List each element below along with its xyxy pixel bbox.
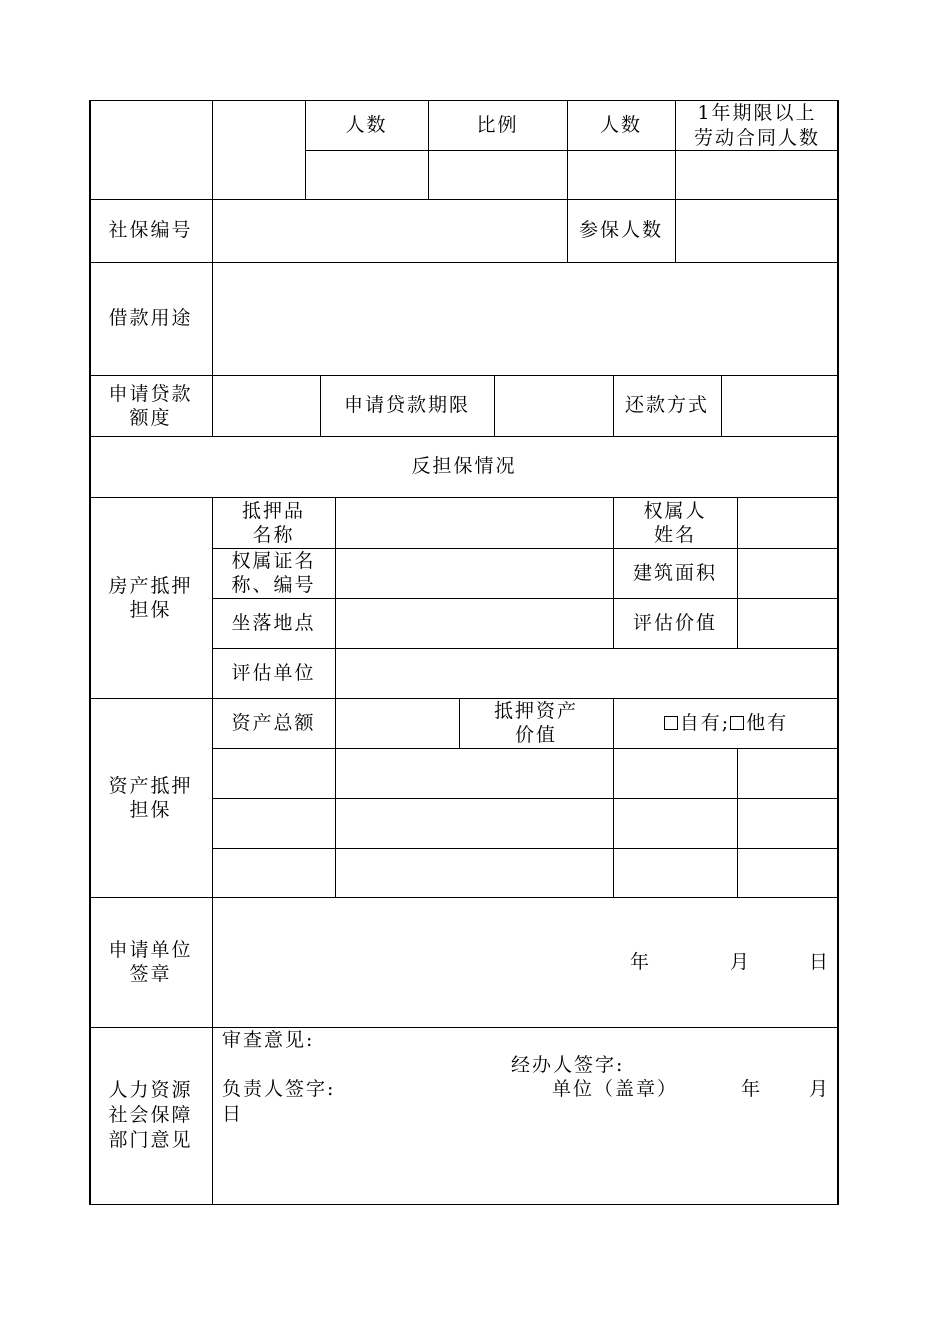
own-checkbox[interactable] xyxy=(664,716,678,730)
loan-term-input[interactable] xyxy=(495,376,612,435)
total-assets-label: 资产总额 xyxy=(231,711,316,734)
seal-day-label: 日 xyxy=(809,951,831,973)
owner-name-label: 权属人 姓名 xyxy=(643,499,707,546)
appraiser-label: 评估单位 xyxy=(231,661,316,684)
location-label: 坐落地点 xyxy=(231,611,316,634)
asset-row-cell[interactable] xyxy=(336,799,612,847)
opinion-day-label: 日 xyxy=(222,1103,244,1125)
loan-term-label: 申请贷款期限 xyxy=(343,394,470,416)
certificate-input[interactable] xyxy=(336,549,612,597)
loan-amount-label: 申请贷款 额度 xyxy=(108,382,193,429)
appraised-value-label: 评估价值 xyxy=(632,611,717,634)
table-border-right xyxy=(837,100,839,1205)
floor-area-label: 建筑面积 xyxy=(632,561,717,584)
asset-row-cell[interactable] xyxy=(614,849,736,896)
other-checkbox[interactable] xyxy=(730,716,744,730)
insured-count-input[interactable] xyxy=(676,200,836,261)
asset-row-cell[interactable] xyxy=(336,849,612,896)
loan-amount-input[interactable] xyxy=(213,376,319,435)
appraiser-input[interactable] xyxy=(336,649,836,697)
asset-row-cell[interactable] xyxy=(213,849,334,896)
asset-row-cell[interactable] xyxy=(738,799,836,847)
loan-application-form xyxy=(89,100,839,1205)
counter-guarantee-title: 反担保情况 xyxy=(411,455,517,477)
social-security-number-label: 社保编号 xyxy=(108,219,193,241)
ratio-input[interactable] xyxy=(429,151,566,198)
review-opinion-label: 审查意见: xyxy=(222,1029,315,1051)
long-contract-header: 1年期限以上 劳动合同人数 xyxy=(693,101,820,149)
seal-month-label: 月 xyxy=(730,951,752,973)
certificate-label: 权属证名 称、编号 xyxy=(231,550,316,596)
ratio-header: 比例 xyxy=(476,113,519,136)
social-security-number-input[interactable] xyxy=(213,200,566,261)
long-contract-count-input[interactable] xyxy=(676,151,836,198)
head-sign-label: 负责人签字: xyxy=(222,1078,336,1100)
table-rule xyxy=(89,1204,839,1205)
appraised-value-input[interactable] xyxy=(738,599,836,647)
asset-row-cell[interactable] xyxy=(738,749,836,797)
mortgage-asset-value-label: 抵押资产 价值 xyxy=(493,700,578,746)
hrss-opinion-label: 人力资源 社会保障 部门意见 xyxy=(108,1079,193,1151)
ownership-options xyxy=(613,698,839,748)
handler-sign-label: 经办人签字: xyxy=(511,1054,625,1076)
applicant-seal-label: 申请单位 签章 xyxy=(108,939,193,985)
unit-seal-label: 单位（盖章） xyxy=(552,1078,679,1100)
loan-purpose-input[interactable] xyxy=(213,263,836,374)
opinion-year-label: 年 xyxy=(741,1078,763,1100)
collateral-name-label: 抵押品 名称 xyxy=(241,499,305,546)
opinion-month-label: 月 xyxy=(809,1078,831,1100)
other-option-label: 他有 xyxy=(746,711,789,734)
asset-row-cell[interactable] xyxy=(336,749,612,797)
asset-row-cell[interactable] xyxy=(213,799,334,847)
property-mortgage-label: 房产抵押 担保 xyxy=(108,574,193,621)
location-input[interactable] xyxy=(336,599,612,647)
own-option-label: 自有; xyxy=(679,711,731,734)
seal-year-label: 年 xyxy=(630,951,652,973)
count-input[interactable] xyxy=(306,151,427,198)
asset-row-cell[interactable] xyxy=(213,749,334,797)
repayment-method-label: 还款方式 xyxy=(624,394,709,416)
asset-mortgage-label: 资产抵押 担保 xyxy=(108,774,193,821)
count-header: 人数 xyxy=(599,113,642,136)
total-assets-input[interactable] xyxy=(336,699,458,747)
collateral-name-input[interactable] xyxy=(336,498,612,547)
count-header: 人数 xyxy=(345,113,388,136)
insured-count-label: 参保人数 xyxy=(578,219,663,241)
floor-area-input[interactable] xyxy=(738,549,836,597)
count-input[interactable] xyxy=(568,151,674,198)
repayment-method-input[interactable] xyxy=(722,376,836,435)
asset-row-cell[interactable] xyxy=(738,849,836,896)
asset-row-cell[interactable] xyxy=(614,749,736,797)
owner-name-input[interactable] xyxy=(738,498,836,547)
loan-purpose-label: 借款用途 xyxy=(108,307,193,329)
asset-row-cell[interactable] xyxy=(614,799,736,847)
